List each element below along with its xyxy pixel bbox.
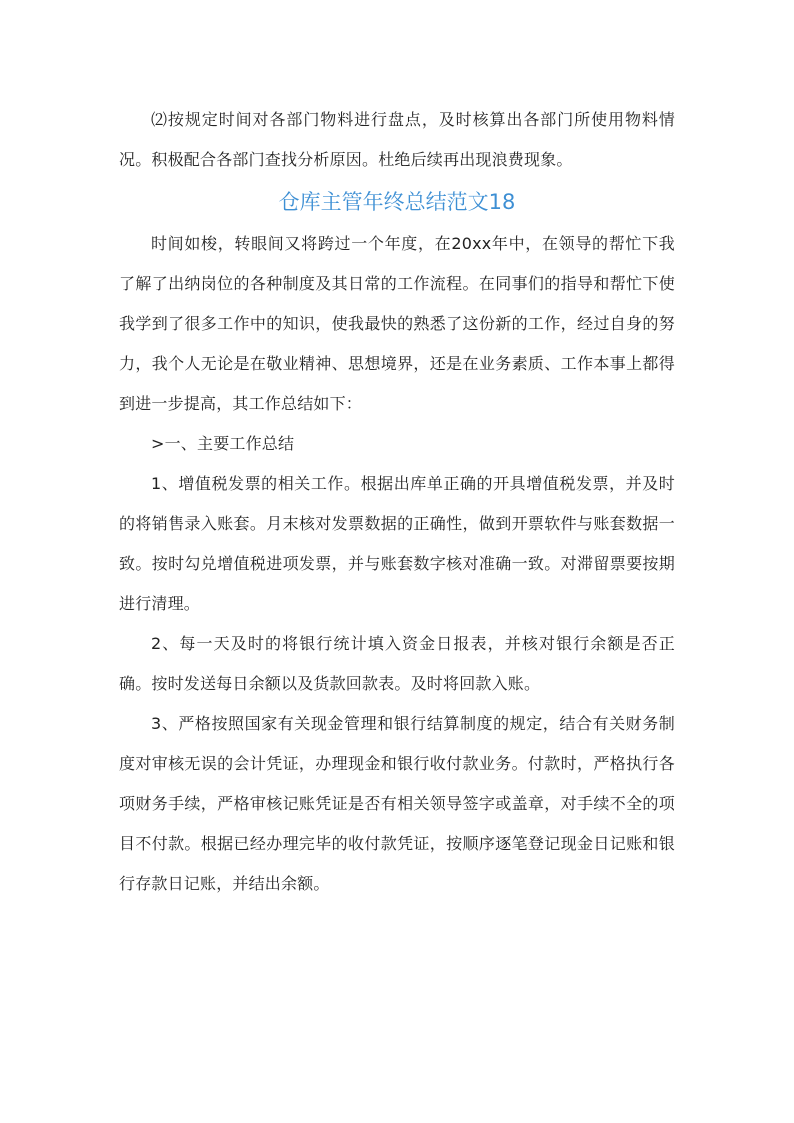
paragraph-item-2: 2、每一天及时的将银行统计填入资金日报表，并核对银行余额是否正确。按时发送每日余额以及货款回款表。及时将回款入账。 (119, 634, 675, 693)
paragraph-item-3: 3、严格按照国家有关现金管理和银行结算制度的规定，结合有关财务制度对审核无误的会计凭证，办理现金和银行收付款业务。付款时，严格执行各项财务手续，严格审核记账凭证是否有相关领导签字或盖章，对手续不全的项目不付款。根据已经办理完毕的收付款凭证，按顺序逐笔登记现金日记账和银行存款日记账，并结出余额。 (119, 714, 675, 893)
section-heading-main-work: >一、主要工作总结 (151, 434, 295, 453)
document-body (119, 100, 675, 904)
paragraph-item-1: 1、增值税发票的相关工作。根据出库单正确的开具增值税发票，并及时的将销售录入账套。月末核对发票数据的正确性，做到开票软件与账套数据一致。按时勾兑增值税进项发票，并与账套数字核对准确一致。对滞留票要按期进行清理。 (119, 474, 675, 613)
paragraph-intro: 时间如梭，转眼间又将跨过一个年度，在20xx年中，在领导的帮忙下我了解了出纳岗位的各种制度及其日常的工作流程。在同事们的指导和帮忙下使我学到了很多工作中的知识，使我最快的熟悉了这份新的工作，经过自身的努力，我个人无论是在敬业精神、思想境界，还是在业务素质、工作本事上都得到进一步提高，其工作总结如下： (119, 234, 675, 413)
paragraph-inventory: ⑵按规定时间对各部门物料进行盘点，及时核算出各部门所使用物料情况。积极配合各部门查找分析原因。杜绝后续再出现浪费现象。 (119, 110, 675, 169)
section-title: 仓库主管年终总结范文18 (278, 190, 516, 214)
